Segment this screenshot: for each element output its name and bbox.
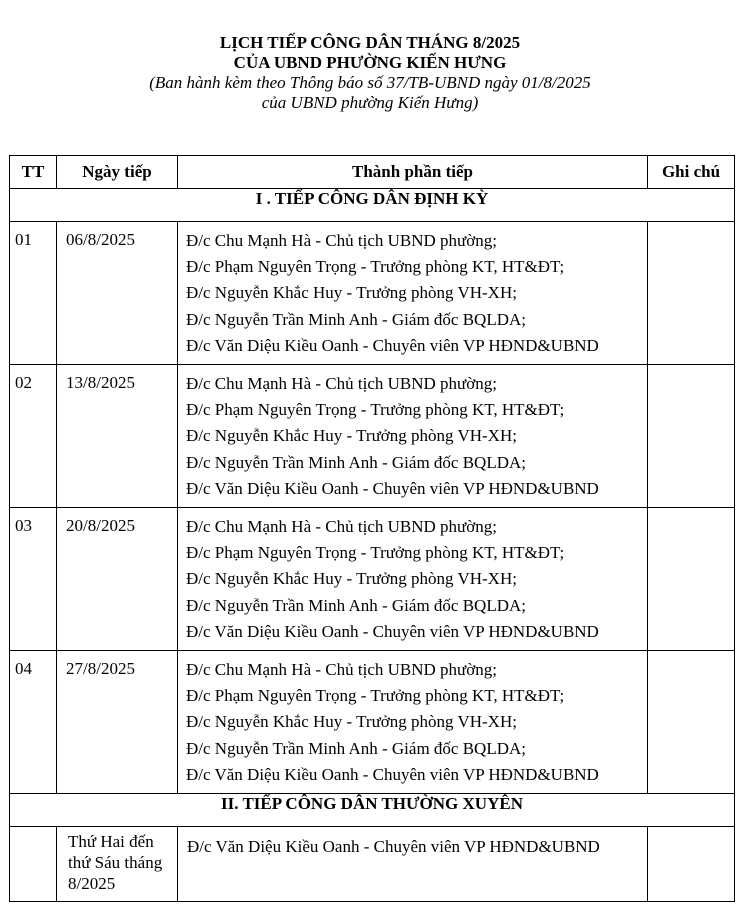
column-header-tt: TT	[10, 156, 57, 189]
document-header	[0, 0, 740, 113]
row-note	[648, 222, 735, 365]
column-header-date: Ngày tiếp	[57, 156, 178, 189]
row-date: 27/8/2025	[57, 651, 178, 794]
row-note	[648, 651, 735, 794]
document-title: LỊCH TIẾP CÔNG DÂN THÁNG 8/2025	[219, 33, 521, 52]
member-line: Đ/c Văn Diệu Kiều Oanh - Chuyên viên VP HĐND&UBND	[186, 621, 599, 641]
member-line: Đ/c Nguyễn Khắc Huy - Trưởng phòng VH-XH;	[186, 283, 517, 303]
row-tt: 03	[10, 508, 57, 651]
member-line: Đ/c Văn Diệu Kiều Oanh - Chuyên viên VP HĐND&UBND	[186, 335, 599, 355]
row-members	[178, 222, 648, 365]
member-line: Đ/c Nguyễn Trần Minh Anh - Giám đốc BQLDA;	[186, 595, 526, 615]
section-row	[10, 189, 735, 222]
column-header-members: Thành phần tiếp	[178, 156, 648, 189]
table-row	[10, 651, 735, 794]
row-date-text: Thứ Hai đến thứ Sáu tháng 8/2025	[68, 832, 163, 893]
row-members	[178, 651, 648, 794]
member-line: Đ/c Nguyễn Khắc Huy - Trưởng phòng VH-XH;	[186, 426, 517, 446]
member-line: Đ/c Văn Diệu Kiều Oanh - Chuyên viên VP HĐND&UBND	[186, 764, 599, 784]
row-date: 20/8/2025	[57, 508, 178, 651]
member-line: Đ/c Phạm Nguyên Trọng - Trưởng phòng KT, HT&ĐT;	[186, 686, 565, 706]
member-line: Đ/c Phạm Nguyên Trọng - Trưởng phòng KT, HT&ĐT;	[186, 257, 565, 277]
document-note-line-2: của UBND phường Kiến Hưng)	[261, 93, 479, 112]
row-members	[178, 827, 648, 902]
member-line: Đ/c Nguyễn Khắc Huy - Trưởng phòng VH-XH;	[186, 569, 517, 589]
member-line: Đ/c Phạm Nguyên Trọng - Trưởng phòng KT, HT&ĐT;	[186, 400, 565, 420]
row-note	[648, 827, 735, 902]
member-line: Đ/c Nguyễn Trần Minh Anh - Giám đốc BQLDA;	[186, 309, 526, 329]
member-line: Đ/c Phạm Nguyên Trọng - Trưởng phòng KT, HT&ĐT;	[186, 543, 565, 563]
row-tt: 02	[10, 365, 57, 508]
member-line: Đ/c Nguyễn Trần Minh Anh - Giám đốc BQLDA;	[186, 452, 526, 472]
table-header-row	[10, 156, 735, 189]
row-members	[178, 365, 648, 508]
member-line: Đ/c Chu Mạnh Hà - Chủ tịch UBND phường;	[186, 517, 497, 536]
row-tt: 04	[10, 651, 57, 794]
member-line: Đ/c Văn Diệu Kiều Oanh - Chuyên viên VP HĐND&UBND	[187, 837, 600, 856]
member-line: Đ/c Chu Mạnh Hà - Chủ tịch UBND phường;	[186, 660, 497, 679]
row-date: 06/8/2025	[57, 222, 178, 365]
column-header-note: Ghi chú	[648, 156, 735, 189]
member-line: Đ/c Chu Mạnh Hà - Chủ tịch UBND phường;	[186, 231, 497, 250]
row-tt	[10, 827, 57, 902]
row-note	[648, 365, 735, 508]
section-title: II. TIẾP CÔNG DÂN THƯỜNG XUYÊN	[10, 794, 735, 827]
row-members	[178, 508, 648, 651]
member-line: Đ/c Chu Mạnh Hà - Chủ tịch UBND phường;	[186, 374, 497, 393]
row-tt: 01	[10, 222, 57, 365]
member-line: Đ/c Văn Diệu Kiều Oanh - Chuyên viên VP HĐND&UBND	[186, 478, 599, 498]
section-title: I . TIẾP CÔNG DÂN ĐỊNH KỲ	[10, 189, 735, 222]
member-line: Đ/c Nguyễn Trần Minh Anh - Giám đốc BQLDA;	[186, 738, 526, 758]
row-date: 13/8/2025	[57, 365, 178, 508]
section-row	[10, 794, 735, 827]
row-note	[648, 508, 735, 651]
table-row	[10, 222, 735, 365]
table-row	[10, 365, 735, 508]
schedule-table	[9, 155, 735, 902]
document-subtitle: CỦA UBND PHƯỜNG KIẾN HƯNG	[233, 53, 507, 72]
member-line: Đ/c Nguyễn Khắc Huy - Trưởng phòng VH-XH;	[186, 712, 517, 732]
document-note-line-1: (Ban hành kèm theo Thông báo số 37/TB-UBND ngày 01/8/2025	[149, 73, 591, 92]
table-row	[10, 827, 735, 902]
table-row	[10, 508, 735, 651]
row-date	[57, 827, 178, 902]
